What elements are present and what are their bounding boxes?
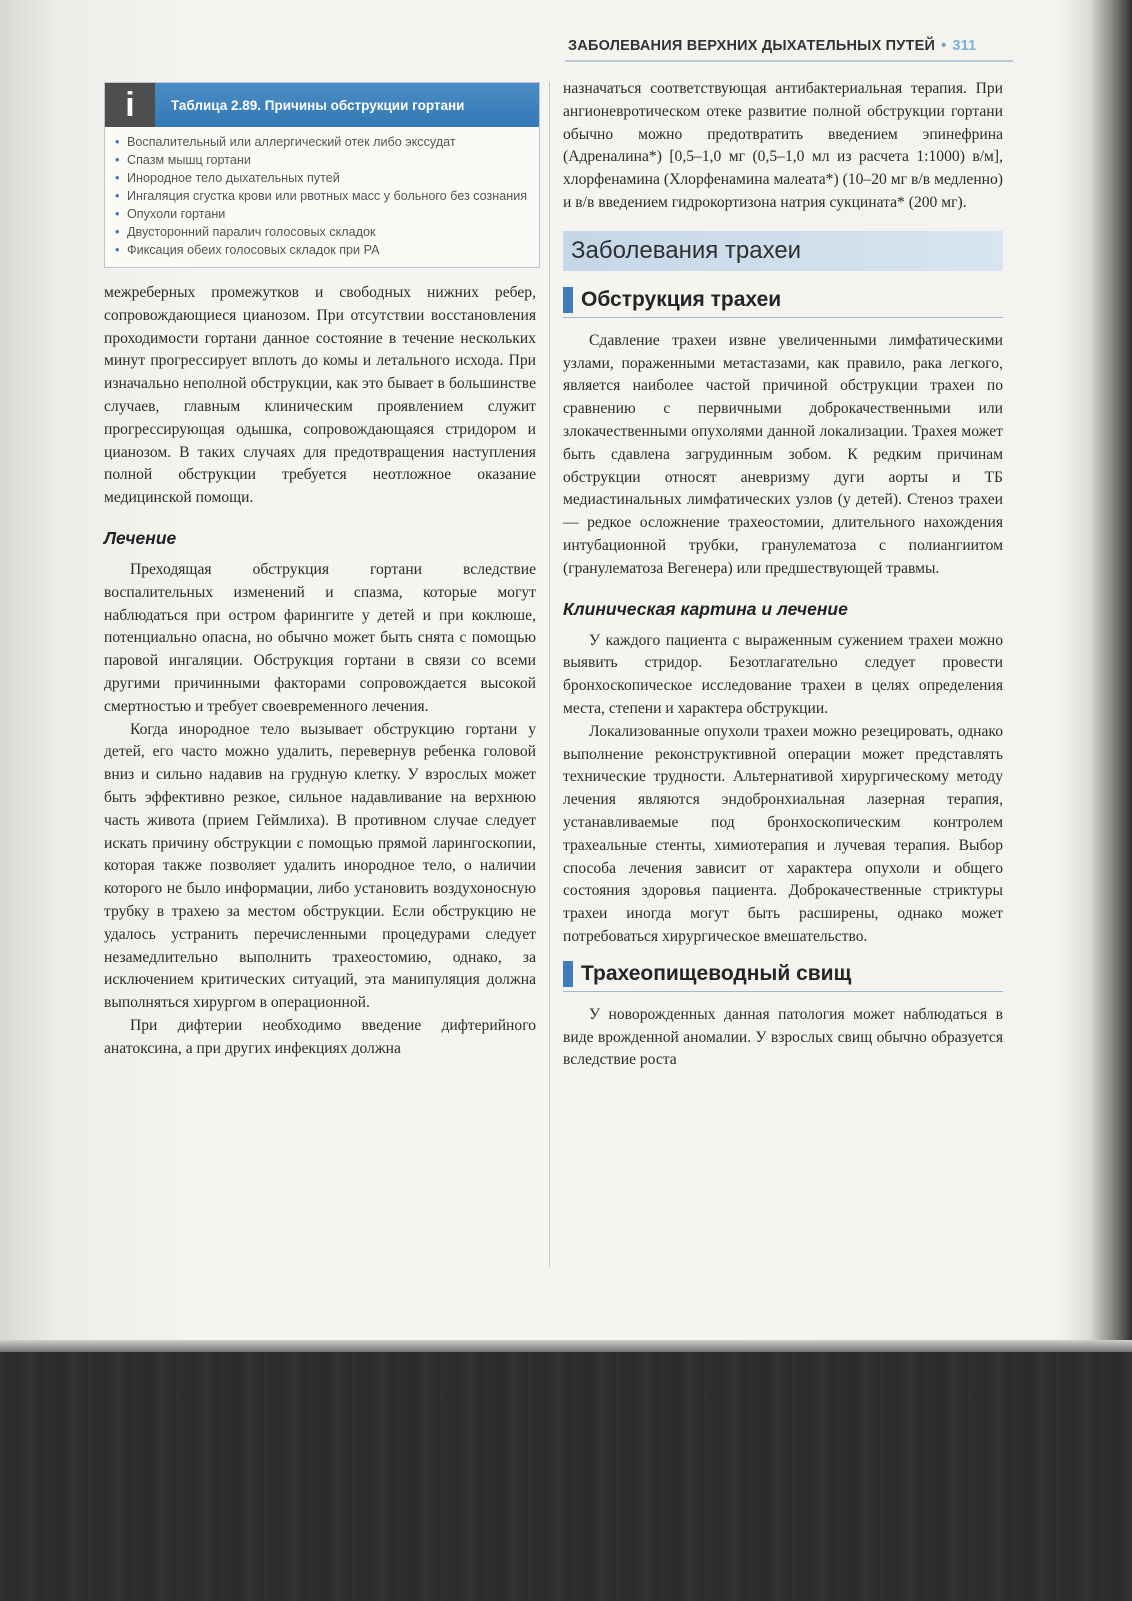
list-item: • Фиксация обеих голосовых складок при РА xyxy=(113,241,529,259)
paragraph: назначаться соответствующая антибактериальная терапия. При ангионевротическом отеке развитие полной обструкции гортани обычно можно предотвратить введением эпинефрина (Адреналина*) [0,5–1,0 мг (0,5–1,0 мл из расчета 1:1000) в/м], хлорфенамина (Хлорфенамина малеата*) (10–20 мг в/в медленно) и в/в введением гидрокортизона натрия сукцината* (200 мг). xyxy=(563,80,1003,211)
column-divider xyxy=(549,82,550,1267)
right-column xyxy=(563,78,1003,1072)
heading-marker xyxy=(563,287,573,313)
table-title: Таблица 2.89. Причины обструкции гортани xyxy=(171,97,465,113)
running-head xyxy=(568,38,1008,54)
info-icon: i xyxy=(105,83,155,127)
table-header xyxy=(105,83,539,127)
paragraph: межреберных промежутков и свободных нижних ребер, сопровождающиеся цианозом. При отсутствии восстановления проходимости гортани данное состояние в течение нескольких минут прогрессирует вплоть до комы и летального исхода. При изначально неполной обструкции, как это бывает в большинстве случаев, главным клиническим проявлением служит прогрессирующая одышка, сопровождающаяся стридором и цианозом. В таких случаях для предотвращения наступления полной обструкции требуется неотложное оказание медицинской помощи. xyxy=(104,284,536,507)
list-item: • Ингаляция сгустка крови или рвотных масс у больного без сознания xyxy=(113,187,529,205)
subsection-heading xyxy=(563,287,1003,318)
list-item: • Двусторонний паралич голосовых складок xyxy=(113,223,529,241)
heading-clinic: Клиническая картина и лечение xyxy=(563,598,848,619)
section-title: Заболевания трахеи xyxy=(563,231,1003,271)
heading-marker xyxy=(563,961,573,987)
list-item: • Инородное тело дыхательных путей xyxy=(113,169,529,187)
scanner-background xyxy=(0,1352,1132,1601)
list-item: • Воспалительный или аллергический отек либо экссудат xyxy=(113,133,529,151)
causes-table xyxy=(104,82,540,268)
paragraph: При дифтерии необходимо введение дифтерийного анатоксина, а при других инфекциях должна xyxy=(104,1016,536,1057)
subsection-title: Обструкция трахеи xyxy=(581,287,782,311)
bullet-icon: • xyxy=(941,38,947,54)
header-rule xyxy=(565,60,1013,62)
paragraph: Преходящая обструкция гортани вследствие воспалительных изменений и спазма, которые могут наблюдаться при остром фарингите у детей и при коклюше, потенциально опасна, но обычно может быть снята с помощью паровой ингаляции. Обструкция гортани в связи со всеми другими причинными факторами сопровождается высокой смертностью и требует своевременного лечения. xyxy=(104,560,536,715)
page-number: 311 xyxy=(952,38,977,54)
list-item: • Опухоли гортани xyxy=(113,205,529,223)
paragraph: Сдавление трахеи извне увеличенными лимфатическими узлами, пораженными метастазами, как правило, рака легкого, является наиболее частой причиной обструкции трахеи по сравнению с первичными доброкачественными или злокачественными опухолями данной локализации. Трахея может быть сдавлена загрудинным зобом. К редким причинам обструкции относят аневризму дуги аорты и ТБ медиастинальных лимфатических узлов (у детей). Стеноз трахеи — редкое осложнение трахеостомии, длительного нахождения интубационной трубки, гранулематоза с полиангиитом (гранулематоза Вегенера) или предшествующей травмы. xyxy=(563,331,1003,577)
running-head-title: ЗАБОЛЕВАНИЯ ВЕРХНИХ ДЫХАТЕЛЬНЫХ ПУТЕЙ xyxy=(568,38,936,54)
paragraph: У новорожденных данная патология может наблюдаться в виде врожденной аномалии. У взрослых свищ обычно образуется вследствие роста xyxy=(563,1005,1003,1069)
heading-treatment: Лечение xyxy=(104,527,177,548)
paragraph: Локализованные опухоли трахеи можно резецировать, однако выполнение реконструктивной операции может представлять технические трудности. Альтернативой хирургическому методу лечения являются эндобронхиальная лазерная терапия, устанавливаемые под бронхоскопическим контролем трахеальные стенты, химиотерапия и лучевая терапия. Выбор способа лечения зависит от характера опухоли и общего состояния здоровья пациента. Доброкачественные стриктуры трахеи иногда могут быть расширены, однако может потребоваться хирургическое вмешательство. xyxy=(563,722,1003,945)
table-list xyxy=(105,127,539,267)
paragraph: У каждого пациента с выраженным сужением трахеи можно выявить стридор. Безотлагательно следует провести бронхоскопическое исследование трахеи в целях определения места, степени и характера обструкции. xyxy=(563,631,1003,717)
subsection-title: Трахеопищеводный свищ xyxy=(581,961,852,985)
left-column xyxy=(104,82,536,1061)
subsection-heading xyxy=(563,961,1003,992)
list-item: • Спазм мышц гортани xyxy=(113,151,529,169)
paragraph: Когда инородное тело вызывает обструкцию гортани у детей, его часто можно удалить, перевернув ребенка головой вниз и сильно надавив на грудную клетку. У взрослых может быть эффективно резкое, сильное надавливание на верхнюю часть живота (прием Геймлиха). В противном случае следует искать причину обструкции с помощью прямой ларингоскопии, которая также позволяет удалить инородное тело, о наличии которого не было информации, либо установить воздухоносную трубку в трахею за местом обструкции. Если обструкцию не удалось устранить перечисленными процедурами следует незамедлительно выполнить трахеостомию, однако, за исключением критических ситуаций, эта манипуляция должна выполняться хирургом в операционной. xyxy=(104,720,536,1012)
